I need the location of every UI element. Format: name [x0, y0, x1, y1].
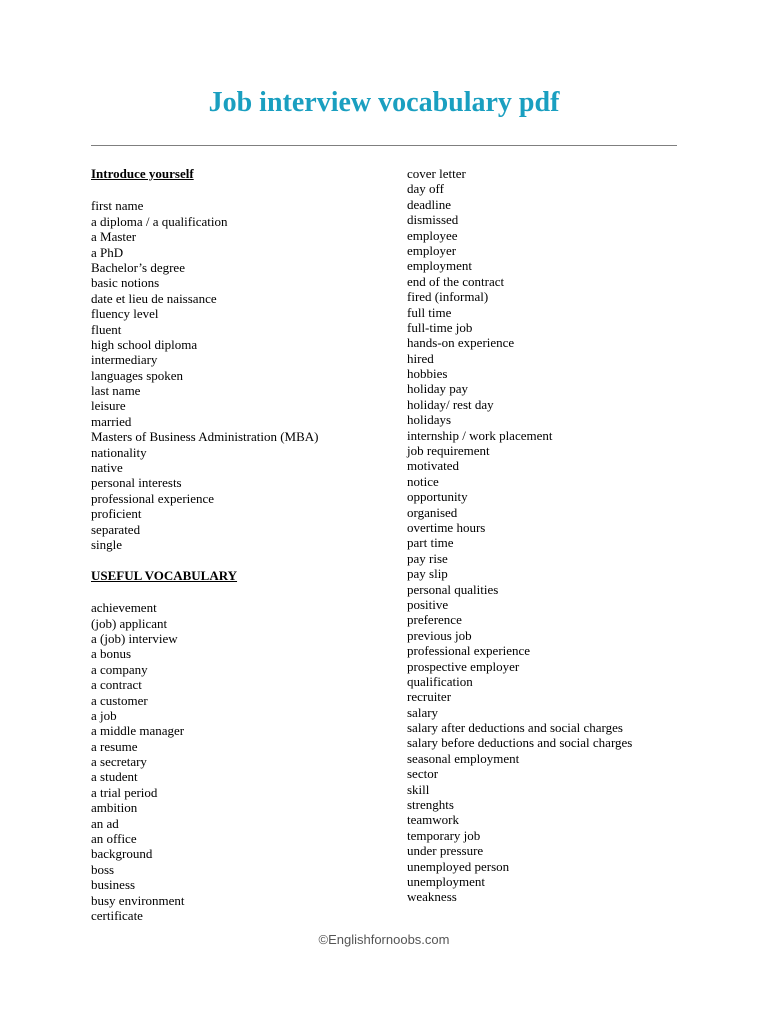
- vocabulary-item: a PhD: [91, 244, 124, 260]
- spacer: [91, 552, 319, 567]
- vocabulary-item: motivated: [407, 458, 459, 474]
- vocabulary-item: business: [91, 877, 136, 893]
- vocabulary-item: recruiter: [407, 689, 452, 705]
- vocabulary-item: a job: [91, 707, 117, 723]
- vocabulary-item: opportunity: [407, 489, 468, 505]
- vocabulary-item: a (job) interview: [91, 630, 178, 646]
- vocabulary-item: temporary job: [407, 827, 481, 843]
- vocabulary-item: married: [91, 413, 132, 429]
- footer-copyright: ©Englishfornoobs.com: [318, 932, 450, 947]
- vocabulary-item: certificate: [91, 907, 143, 923]
- vocabulary-item: full time: [407, 304, 452, 320]
- vocabulary-item: salary before deductions and social charges: [407, 735, 633, 751]
- vocabulary-item: fluent: [91, 321, 122, 337]
- vocabulary-item: last name: [91, 383, 141, 399]
- vocabulary-item: high school diploma: [91, 336, 198, 352]
- vocabulary-item: personal interests: [91, 475, 182, 491]
- vocabulary-item: pay slip: [407, 566, 448, 582]
- useful-vocabulary-list: [91, 600, 319, 923]
- vocabulary-item: dismissed: [407, 212, 459, 228]
- vocabulary-item: intermediary: [91, 352, 158, 368]
- vocabulary-item: cover letter: [407, 166, 466, 181]
- spacer: [91, 583, 319, 600]
- vocabulary-item: under pressure: [407, 843, 484, 859]
- vocabulary-item: preference: [407, 612, 462, 628]
- vocabulary-item: an office: [91, 831, 137, 847]
- vocabulary-item: Bachelor’s degree: [91, 259, 185, 275]
- vocabulary-item: background: [91, 846, 153, 862]
- vocabulary-item: deadline: [407, 196, 452, 212]
- spacer: [91, 181, 319, 198]
- vocabulary-item: separated: [91, 521, 141, 537]
- vocabulary-item: employee: [407, 227, 458, 243]
- vocabulary-item: personal qualities: [407, 581, 499, 597]
- vocabulary-item: organised: [407, 504, 458, 520]
- vocabulary-list-continued: [407, 166, 632, 905]
- vocabulary-item: leisure: [91, 398, 126, 414]
- vocabulary-item: end of the contract: [407, 273, 505, 289]
- vocabulary-item: sector: [407, 766, 439, 782]
- vocabulary-item: boss: [91, 861, 115, 877]
- vocabulary-item: a company: [91, 661, 148, 677]
- vocabulary-item: notice: [407, 473, 439, 489]
- vocabulary-item: a secretary: [91, 754, 147, 770]
- vocabulary-item: fired (informal): [407, 289, 489, 305]
- vocabulary-item: busy environment: [91, 892, 185, 908]
- vocabulary-item: teamwork: [407, 812, 459, 828]
- vocabulary-item: previous job: [407, 627, 472, 643]
- vocabulary-item: salary after deductions and social charges: [407, 720, 623, 736]
- vocabulary-item: nationality: [91, 444, 147, 460]
- vocabulary-item: unemployment: [407, 873, 485, 889]
- vocabulary-item: (job) applicant: [91, 615, 168, 631]
- vocabulary-item: employer: [407, 242, 457, 258]
- vocabulary-item: prospective employer: [407, 658, 520, 674]
- vocabulary-item: languages spoken: [91, 367, 184, 383]
- vocabulary-item: overtime hours: [407, 519, 486, 535]
- vocabulary-item: holidays: [407, 412, 452, 428]
- vocabulary-item: fluency level: [91, 306, 159, 322]
- vocabulary-item: strenghts: [407, 797, 454, 813]
- left-column: [91, 166, 319, 923]
- vocabulary-item: job requirement: [407, 443, 490, 459]
- vocabulary-item: native: [91, 460, 123, 476]
- vocabulary-item: first name: [91, 198, 144, 214]
- vocabulary-item: pay rise: [407, 550, 448, 566]
- vocabulary-item: a customer: [91, 692, 148, 708]
- page-title: Job interview vocabulary pdf: [208, 87, 560, 118]
- vocabulary-item: day off: [407, 181, 444, 197]
- vocabulary-item: an ad: [91, 815, 119, 831]
- vocabulary-item: a trial period: [91, 784, 158, 800]
- vocabulary-item: professional experience: [91, 490, 215, 506]
- vocabulary-item: salary: [407, 704, 439, 720]
- introduce-yourself-list: [91, 198, 319, 552]
- vocabulary-item: date et lieu de naissance: [91, 290, 217, 306]
- vocabulary-item: Masters of Business Administration (MBA): [91, 429, 319, 445]
- vocabulary-item: hands-on experience: [407, 335, 515, 351]
- right-column: [407, 166, 632, 905]
- vocabulary-item: single: [91, 536, 123, 552]
- section-heading-useful-vocabulary: USEFUL VOCABULARY: [91, 567, 238, 583]
- vocabulary-item: a middle manager: [91, 723, 185, 739]
- vocabulary-item: positive: [407, 596, 449, 612]
- vocabulary-item: holiday pay: [407, 381, 469, 397]
- vocabulary-item: seasonal employment: [407, 750, 520, 766]
- vocabulary-item: holiday/ rest day: [407, 396, 494, 412]
- vocabulary-item: a contract: [91, 677, 142, 693]
- vocabulary-item: part time: [407, 535, 454, 551]
- section-heading-introduce-yourself: Introduce yourself: [91, 166, 194, 181]
- vocabulary-item: proficient: [91, 506, 142, 522]
- vocabulary-item: basic notions: [91, 275, 160, 291]
- vocabulary-item: hired: [407, 350, 434, 366]
- vocabulary-item: achievement: [91, 600, 157, 616]
- horizontal-divider: [91, 145, 677, 146]
- vocabulary-item: qualification: [407, 673, 473, 689]
- vocabulary-item: a diploma / a qualification: [91, 213, 228, 229]
- vocabulary-item: unemployed person: [407, 858, 510, 874]
- vocabulary-item: professional experience: [407, 643, 531, 659]
- vocabulary-item: full-time job: [407, 319, 473, 335]
- vocabulary-item: employment: [407, 258, 472, 274]
- vocabulary-item: a student: [91, 769, 138, 785]
- vocabulary-item: a resume: [91, 738, 138, 754]
- vocabulary-item: skill: [407, 781, 430, 797]
- vocabulary-item: ambition: [91, 800, 138, 816]
- vocabulary-item: internship / work placement: [407, 427, 553, 443]
- vocabulary-item: a Master: [91, 229, 137, 245]
- vocabulary-item: weakness: [407, 889, 457, 905]
- vocabulary-item: a bonus: [91, 646, 132, 662]
- vocabulary-item: hobbies: [407, 366, 448, 382]
